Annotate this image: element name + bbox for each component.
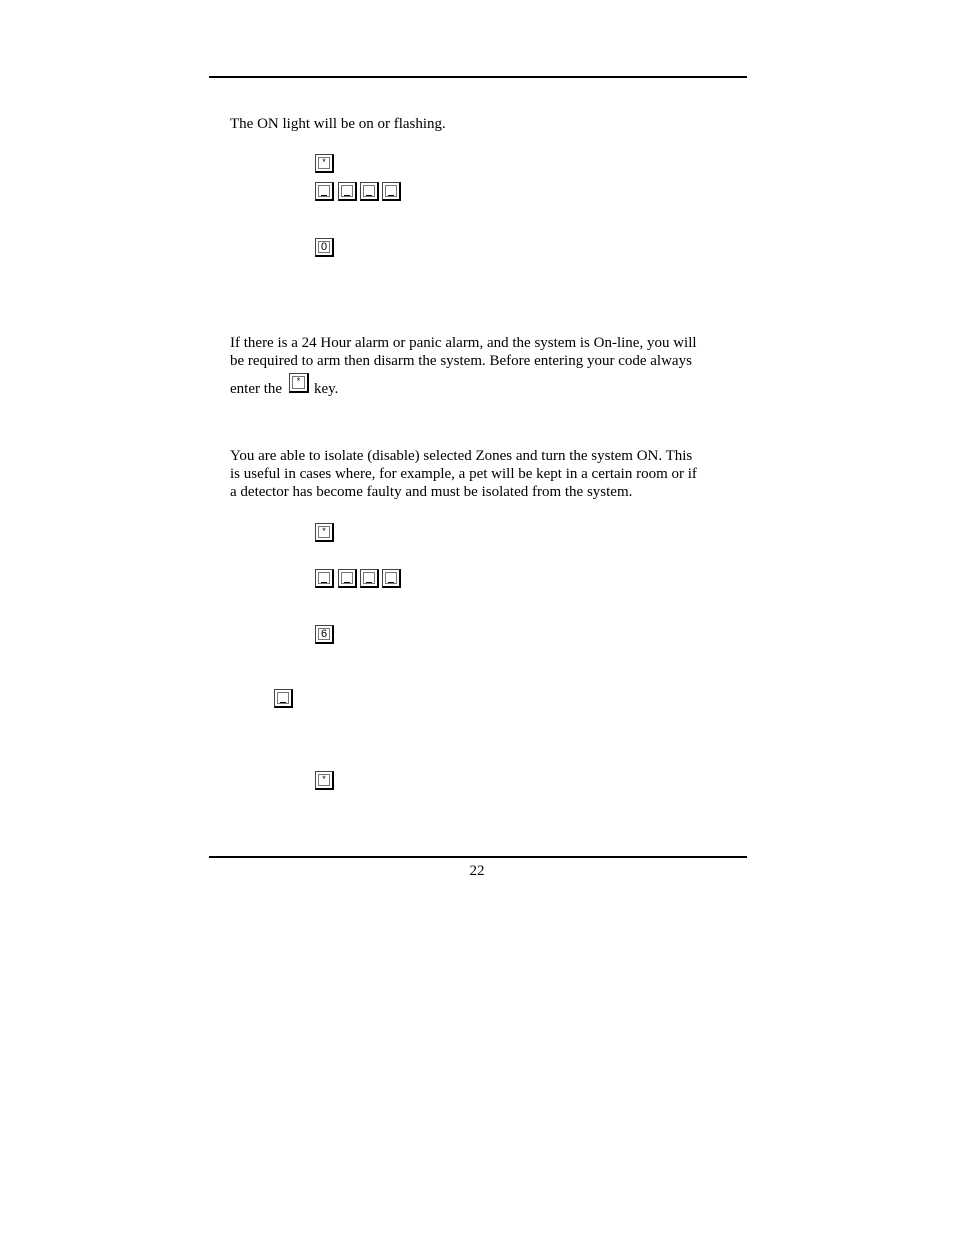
blank-mark bbox=[388, 582, 394, 583]
inline-star-key-label: * bbox=[296, 376, 301, 386]
blank-mark bbox=[344, 582, 350, 583]
alarm-note-line-1: If there is a 24 Hour alarm or panic alarm, and the system is On-line, you will bbox=[230, 335, 697, 351]
star-key-label: * bbox=[322, 526, 326, 536]
zero-key bbox=[315, 238, 334, 257]
star-key-label: * bbox=[322, 157, 326, 167]
blank-mark bbox=[366, 195, 372, 196]
top-rule bbox=[209, 76, 747, 78]
code-digit-key-4 bbox=[382, 182, 401, 201]
blank-mark bbox=[280, 702, 286, 703]
code-digit-key-1 bbox=[315, 569, 334, 588]
star-key bbox=[315, 154, 334, 173]
code-digit-key-1 bbox=[315, 182, 334, 201]
code-digit-key-4 bbox=[382, 569, 401, 588]
isolate-note-line-3: a detector has become faulty and must be isolated from the system. bbox=[230, 484, 633, 500]
inline-star-key bbox=[289, 373, 309, 393]
star-key-label: * bbox=[322, 774, 326, 784]
blank-mark bbox=[344, 195, 350, 196]
blank-mark bbox=[321, 582, 327, 583]
six-key-label: 6 bbox=[320, 628, 328, 640]
six-key bbox=[315, 625, 334, 644]
zone-number-key bbox=[274, 689, 293, 708]
code-digit-key-2 bbox=[338, 569, 357, 588]
code-digit-key-3 bbox=[360, 182, 379, 201]
blank-mark bbox=[366, 582, 372, 583]
blank-mark bbox=[321, 195, 327, 196]
blank-mark bbox=[388, 195, 394, 196]
isolate-note-line-2: is useful in cases where, for example, a pet will be kept in a certain room or if bbox=[230, 466, 697, 482]
code-digit-key-2 bbox=[338, 182, 357, 201]
zero-key-label: 0 bbox=[320, 241, 328, 253]
alarm-note-line-3-start: enter the bbox=[230, 381, 283, 397]
alarm-note-line-3-end: key. bbox=[314, 381, 339, 397]
star-key bbox=[315, 523, 334, 542]
alarm-note-line-2: be required to arm then disarm the system. Before entering your code always bbox=[230, 353, 692, 369]
on-light-text: The ON light will be on or flashing. bbox=[230, 116, 446, 132]
isolate-note-line-1: You are able to isolate (disable) selected Zones and turn the system ON. This bbox=[230, 448, 693, 464]
code-digit-key-3 bbox=[360, 569, 379, 588]
star-key bbox=[315, 771, 334, 790]
bottom-rule bbox=[209, 856, 747, 858]
page-number: 22 bbox=[469, 863, 485, 879]
